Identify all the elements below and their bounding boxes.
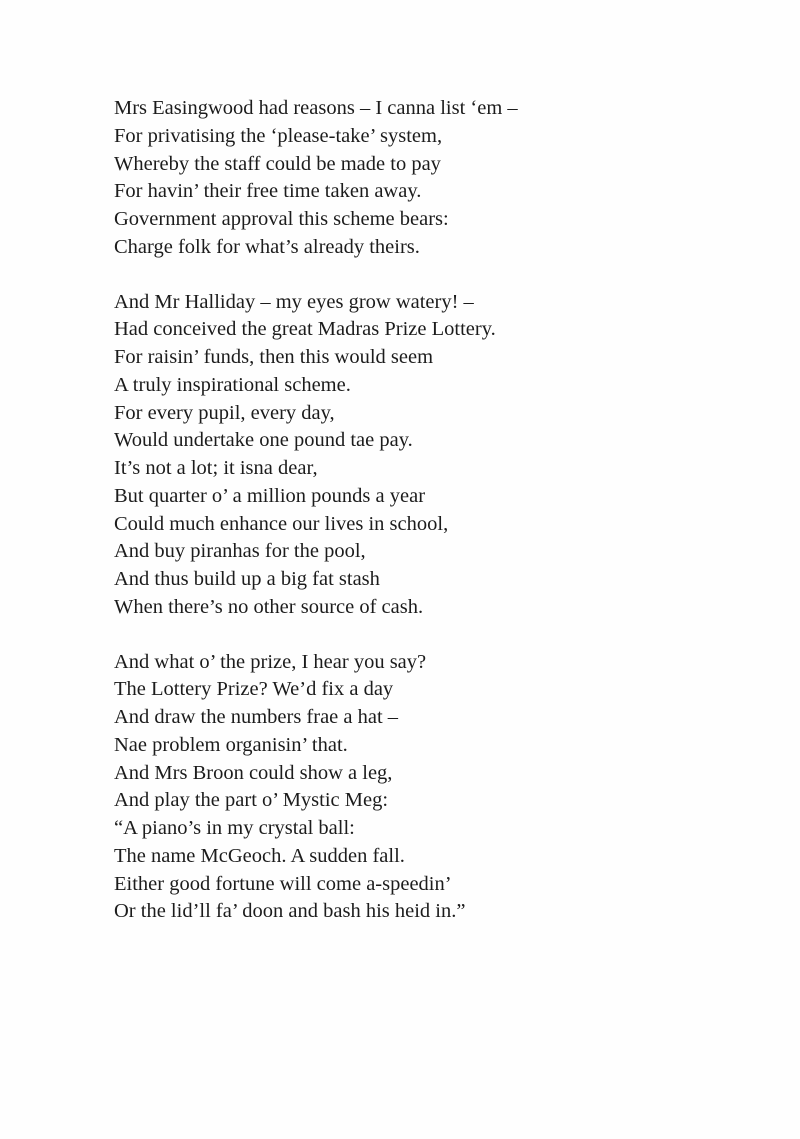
poem-line: And what o’ the prize, I hear you say? (114, 650, 427, 673)
poem-line: Had conceived the great Madras Prize Lottery. (114, 318, 496, 341)
poem-line: Whereby the staff could be made to pay (114, 152, 441, 175)
poem-line: Nae problem organisin’ that. (114, 733, 348, 756)
poem-line: Charge folk for what’s already theirs. (114, 235, 420, 258)
poem-line: A truly inspirational scheme. (114, 373, 351, 396)
poem-line: Or the lid’ll fa’ doon and bash his heid in.” (114, 900, 466, 923)
poem-line: It’s not a lot; it isna dear, (114, 457, 318, 479)
stanza-2 (114, 289, 734, 622)
poem-line: For raisin’ funds, then this would seem (114, 346, 434, 368)
poem-line: For every pupil, every day, (114, 401, 335, 424)
poem-line: “A piano’s in my crystal ball: (114, 817, 355, 839)
poem-line: And draw the numbers frae a hat – (114, 706, 399, 728)
poem-line: The Lottery Prize? We’d fix a day (114, 678, 394, 701)
poem-line: For privatising the ‘please-take’ system, (114, 124, 443, 147)
poem-line: Would undertake one pound tae pay. (114, 429, 413, 452)
poem-line: When there’s no other source of cash. (114, 595, 424, 618)
poem-line: And thus build up a big fat stash (114, 568, 380, 590)
poem-line: Government approval this scheme bears: (114, 208, 449, 230)
poem-line: And Mrs Broon could show a leg, (114, 761, 393, 784)
poem-line: Mrs Easingwood had reasons – I canna list ‘em – (114, 97, 518, 119)
poem-line: And buy piranhas for the pool, (114, 540, 366, 563)
poem-line: The name McGeoch. A sudden fall. (114, 844, 405, 867)
stanza-3 (114, 649, 734, 927)
poem-line: Either good fortune will come a-speedin’ (114, 872, 452, 895)
poem-line: And Mr Halliday – my eyes grow watery! – (114, 290, 474, 313)
poem-line: And play the part o’ Mystic Meg: (114, 789, 389, 812)
poem-line: Could much enhance our lives in school, (114, 512, 449, 535)
poem-line: For havin’ their free time taken away. (114, 180, 422, 203)
stanza-1 (114, 95, 734, 262)
poem-line: But quarter o’ a million pounds a year (114, 484, 426, 507)
poem (114, 95, 734, 953)
